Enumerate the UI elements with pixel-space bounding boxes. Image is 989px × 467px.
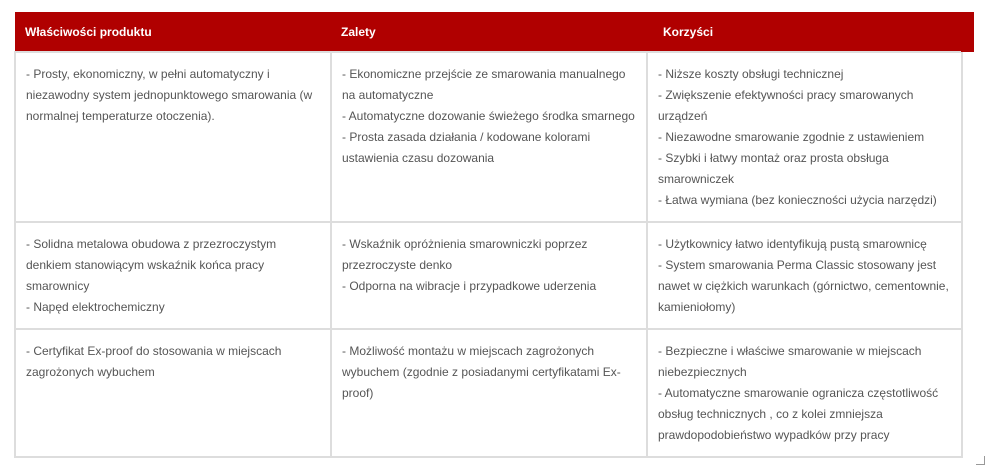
table-cell-benefits (647, 222, 962, 329)
table-header-row (15, 12, 962, 52)
bullet-line: - Ekonomiczne przejście ze smarowania manualnego na automatyczne (342, 67, 626, 102)
table-cell-properties (15, 329, 331, 457)
bullet-line: - Prosta zasada działania / kodowane kolorami ustawienia czasu dozowania (342, 130, 591, 165)
bullet-line: - Szybki i łatwy montaż oraz prosta obsługa smarowniczek (658, 151, 889, 186)
bullet-line: - Użytkownicy łatwo identyfikują pustą smarownicę (658, 237, 927, 251)
bullet-line: - Solidna metalowa obudowa z przezroczystym denkiem stanowiącym wskaźnik końca pracy smarownicy (26, 237, 277, 293)
bullet-line: - Odporna na wibracje i przypadkowe uderzenia (342, 279, 597, 293)
table-cell-advantages (331, 222, 647, 329)
table-row (15, 329, 962, 457)
product-comparison-table (14, 12, 963, 458)
resize-corner (976, 456, 985, 465)
table-row (15, 52, 962, 222)
table-cell-benefits (647, 329, 962, 457)
bullet-line: - Łatwa wymiana (bez konieczności użycia narzędzi) (658, 193, 937, 207)
bullet-line: - Zwiększenie efektywności pracy smarowanych urządzeń (658, 88, 914, 123)
product-comparison-table-wrapper (14, 12, 974, 458)
bullet-line: - Niezawodne smarowanie zgodnie z ustawieniem (658, 130, 925, 144)
bullet-line: - System smarowania Perma Classic stosowany jest nawet w ciężkich warunkach (górnictwo, cementownie, kamieniołomy) (658, 258, 949, 314)
table-cell-properties (15, 52, 331, 222)
bullet-line: - Wskaźnik opróżnienia smarowniczki poprzez przezroczyste denko (342, 237, 588, 272)
bullet-line: - Napęd elektrochemiczny (26, 300, 165, 314)
bullet-line: - Prosty, ekonomiczny, w pełni automatyczny i niezawodny system jednopunktowego smarowania (w normalnej temperaturze otoczenia). (26, 67, 313, 123)
bullet-line: - Automatyczne smarowanie ogranicza częstotliwość obsług technicznych , co z kolei zmniejsza prawdopodobieństwo wypadków przy pracy (658, 386, 939, 442)
header-bar-extension (961, 12, 974, 52)
bullet-line: - Możliwość montażu w miejscach zagrożonych wybuchem (zgodnie z posiadanymi certyfikatami Ex-proof) (342, 344, 621, 400)
bullet-line: - Automatyczne dozowanie świeżego środka smarnego (342, 109, 635, 123)
header-product-properties: Właściwości produktu (15, 12, 331, 52)
bullet-line: - Certyfikat Ex-proof do stosowania w miejscach zagrożonych wybuchem (26, 344, 282, 379)
table-cell-properties (15, 222, 331, 329)
bullet-line: - Niższe koszty obsługi technicznej (658, 67, 844, 81)
header-advantages: Zalety (331, 12, 647, 52)
table-cell-advantages (331, 52, 647, 222)
header-benefits: Korzyści (647, 12, 962, 52)
table-cell-benefits (647, 52, 962, 222)
table-cell-advantages (331, 329, 647, 457)
table-row (15, 222, 962, 329)
bullet-line: - Bezpieczne i właściwe smarowanie w miejscach niebezpiecznych (658, 344, 922, 379)
